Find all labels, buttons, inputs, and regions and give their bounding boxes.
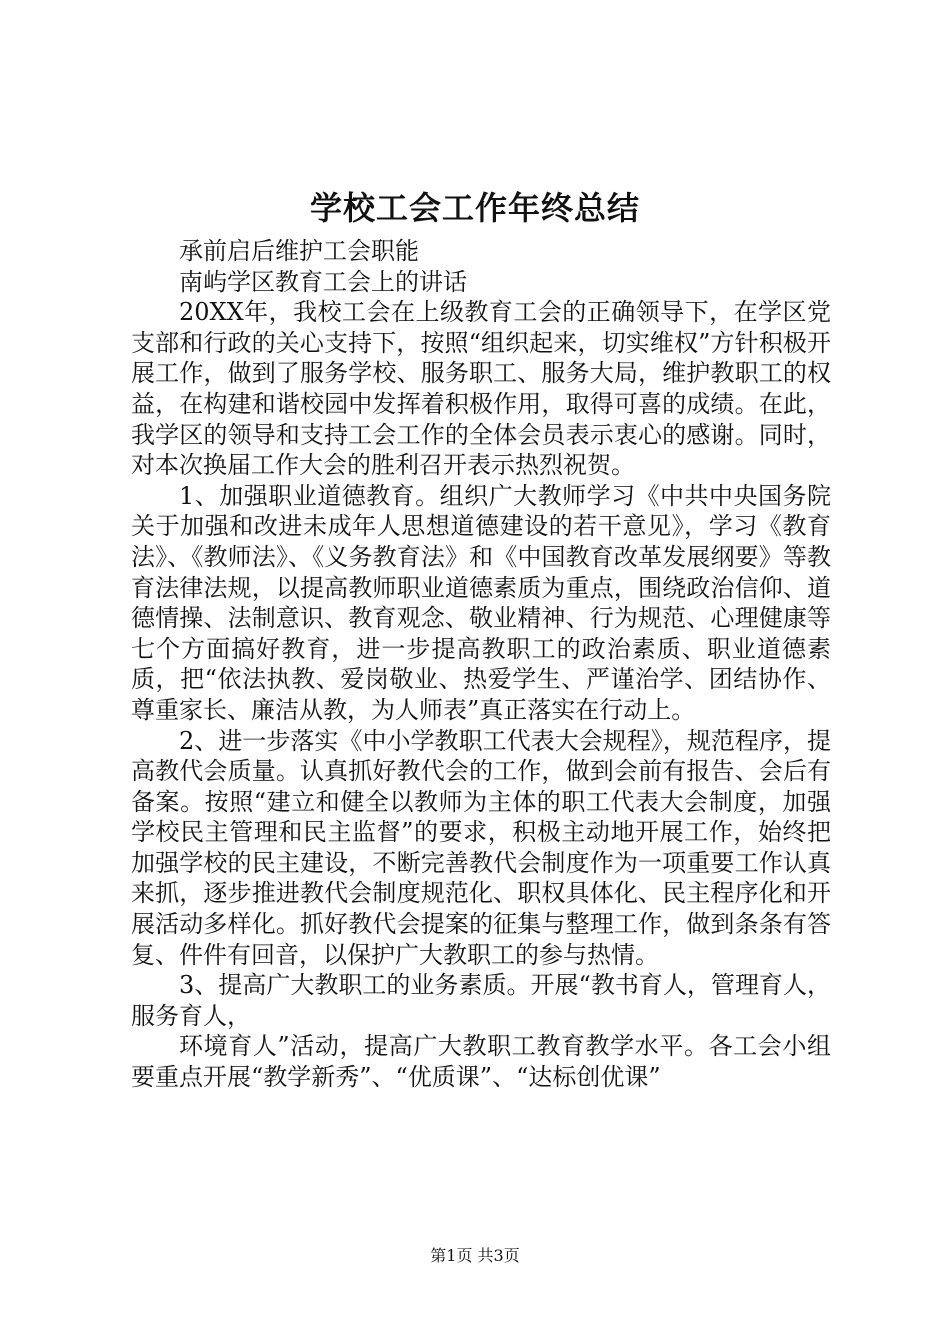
subtitle-line-2: 南屿学区教育工会上的讲话 — [179, 267, 467, 296]
document-title: 学校工会工作年终总结 — [309, 189, 640, 227]
paragraph-intro: 20XX年，我校工会在上级教育工会的正确领导下，在学区党支部和行政的关心支持下，按照“组织起来，切实维权”方针积极开展工作，做到了服务学校、服务职工、服务大局，维护教职工的权益，在构建和谐校园中发挥着积极作用，取得可喜的成绩。在此，我学区的领导和支持工会工作的全体会员表示衷心的感谢。同时，对本次换届工作大会的胜利召开表示热烈祝贺。 — [131, 298, 831, 480]
document-body — [131, 236, 831, 1093]
subtitle-line-1: 承前启后维护工会职能 — [179, 237, 419, 265]
page-number-footer: 第1页 共3页 — [430, 1246, 520, 1265]
paragraph-3-continued: 环境育人”活动，提高广大教职工教育教学水平。各工会小组要重点开展“教学新秀”、“优质课”、“达标创优课” — [131, 1032, 831, 1092]
paragraph-3: 3、提高广大教职工的业务素质。开展“教书育人，管理育人，服务育人， — [131, 971, 831, 1030]
paragraph-1: 1、加强职业道德教育。组织广大教师学习《中共中央国务院关于加强和改进未成年人思想道德建设的若干意见》，学习《教育法》、《教师法》、《义务教育法》和《中国教育改革发展纲要》等教育法律法规，以提高教师职业道德素质为重点，围绕政治信仰、道德情操、法制意识、教育观念、敬业精神、行为规范、心理健康等七个方面搞好教育，进一步提高教职工的政治素质、职业道德素质，把“依法执教、爱岗敬业、热爱学生、严谨治学、团结协作、尊重家长、廉洁从教，为人师表”真正落实在行动上。 — [131, 481, 831, 724]
paragraph-2: 2、进一步落实《中小学教职工代表大会规程》，规范程序，提高教代会质量。认真抓好教代会的工作，做到会前有报告、会后有备案。按照“建立和健全以教师为主体的职工代表大会制度，加强学校民主管理和民主监督”的要求，积极主动地开展工作，始终把加强学校的民主建设，不断完善教代会制度作为一项重要工作认真来抓，逐步推进教代会制度规范化、职权具体化、民主程序化和开展活动多样化。抓好教代会提案的征集与整理工作，做到条条有答复、件件有回音，以保护广大教职工的参与热情。 — [131, 726, 831, 969]
